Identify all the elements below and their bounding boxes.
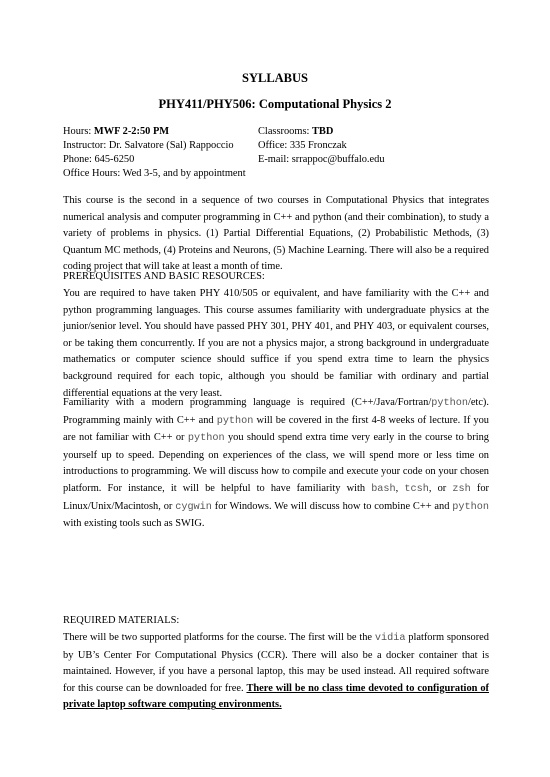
hours-value: MWF 2-2:50 PM [93,126,170,137]
code-cygwin: cygwin [175,501,212,513]
office-line: Office: 335 Fronczak [258,140,347,151]
text-run: /etc). Programming mainly with C++ and [63,397,489,426]
prerequisites-heading: PREREQUISITES AND BASIC RESOURCES: [63,271,265,282]
instructor-line: Instructor: Dr. Salvatore (Sal) Rappoccio [63,140,234,151]
code-tcsh: tcsh [404,483,429,495]
hours-line [63,125,169,139]
classrooms-line [258,125,333,139]
text-run: for Linux/Unix/Macintosh, or [63,482,490,512]
intro-paragraph: This course is the second in a sequence of two courses in Computational Physics that integrates numerical analysis and computer programming in C++ and python (and their combination), to study a variety of problems in physics. (1) Partial Differential Equations, (2) Probabilistic Methods, (3) Quantum MC methods, (4) Proteins and Neurons, (5) Machine Learning. There will also be a required coding project that will take at least a month of time. [63,195,489,273]
code-python: python [187,433,225,445]
text-run: platform sponsored by UB’s Center For Computational Physics (CCR). There will also be a docker container that is maintained. However, if you have a personal laptop, this may be used instead. All required software for this course can be downloaded for free. [63,632,489,694]
text-run: with existing tools such as SWIG. [63,518,205,530]
text-run: will be covered in the first 4-8 weeks of lecture. If you are not familiar with C++ or [63,414,489,444]
text-run: There will be two supported platforms for the course. The first will be the [63,632,375,643]
email-line: E-mail: srrappoc@buffalo.edu [258,154,385,165]
text-run: Familiarity with a modern programming language is required (C++/Java/Fortran/ [63,397,432,408]
phone-line: Phone: 645-6250 [63,154,135,165]
code-zsh: zsh [452,483,471,495]
document-title: SYLLABUS [242,71,308,85]
code-bash: bash [371,483,396,495]
emphasized-notice: There will be no class time devoted to configuration of private laptop software computing environments. [63,682,489,711]
materials-heading: REQUIRED MATERIALS: [63,615,180,626]
hours-label: Hours: [63,126,94,137]
text-run: for Windows. We will discuss how to combine C++ and [211,500,453,512]
classrooms-value: TBD [311,126,334,137]
code-python: python [216,415,254,427]
code-vidia: vidia [374,633,406,644]
text-run: you should spend extra time very early in the course to bring yourself up to speed. Depending on experiences of the class, we will spend more or less time on introductions to programming. We will discuss how to compile and execute your code on your chosen platform. For instance, it will be helpful to have familiarity with [63,432,489,494]
course-title: PHY411/PHY506: Computational Physics 2 [158,97,392,111]
prerequisites-paragraph: You are required to have taken PHY 410/505 or equivalent, and have familiarity with the C++ and python programming languages. This course assumes familiarity with undergraduate physics at the junior/senior level. You should have passed PHY 301, PHY 401, and PHY 403, or equivalent courses, or be taking them concurrently. If you are not a physics major, a strong background in undergraduate mathematics or computer science should suffice if you spend extra time to learn the physics background required for each topic, although you should be familiar with ordinary and partial differential equations at the very least. [63,288,489,399]
materials-paragraph [63,630,489,714]
classrooms-label: Classrooms: [258,126,312,137]
text-run: , or [428,482,453,494]
code-python: python [431,398,468,409]
code-python: python [452,501,489,513]
familiarity-paragraph [63,395,489,533]
office-hours-line: Office Hours: Wed 3-5, and by appointment [63,168,246,179]
text-run: , [395,482,405,494]
